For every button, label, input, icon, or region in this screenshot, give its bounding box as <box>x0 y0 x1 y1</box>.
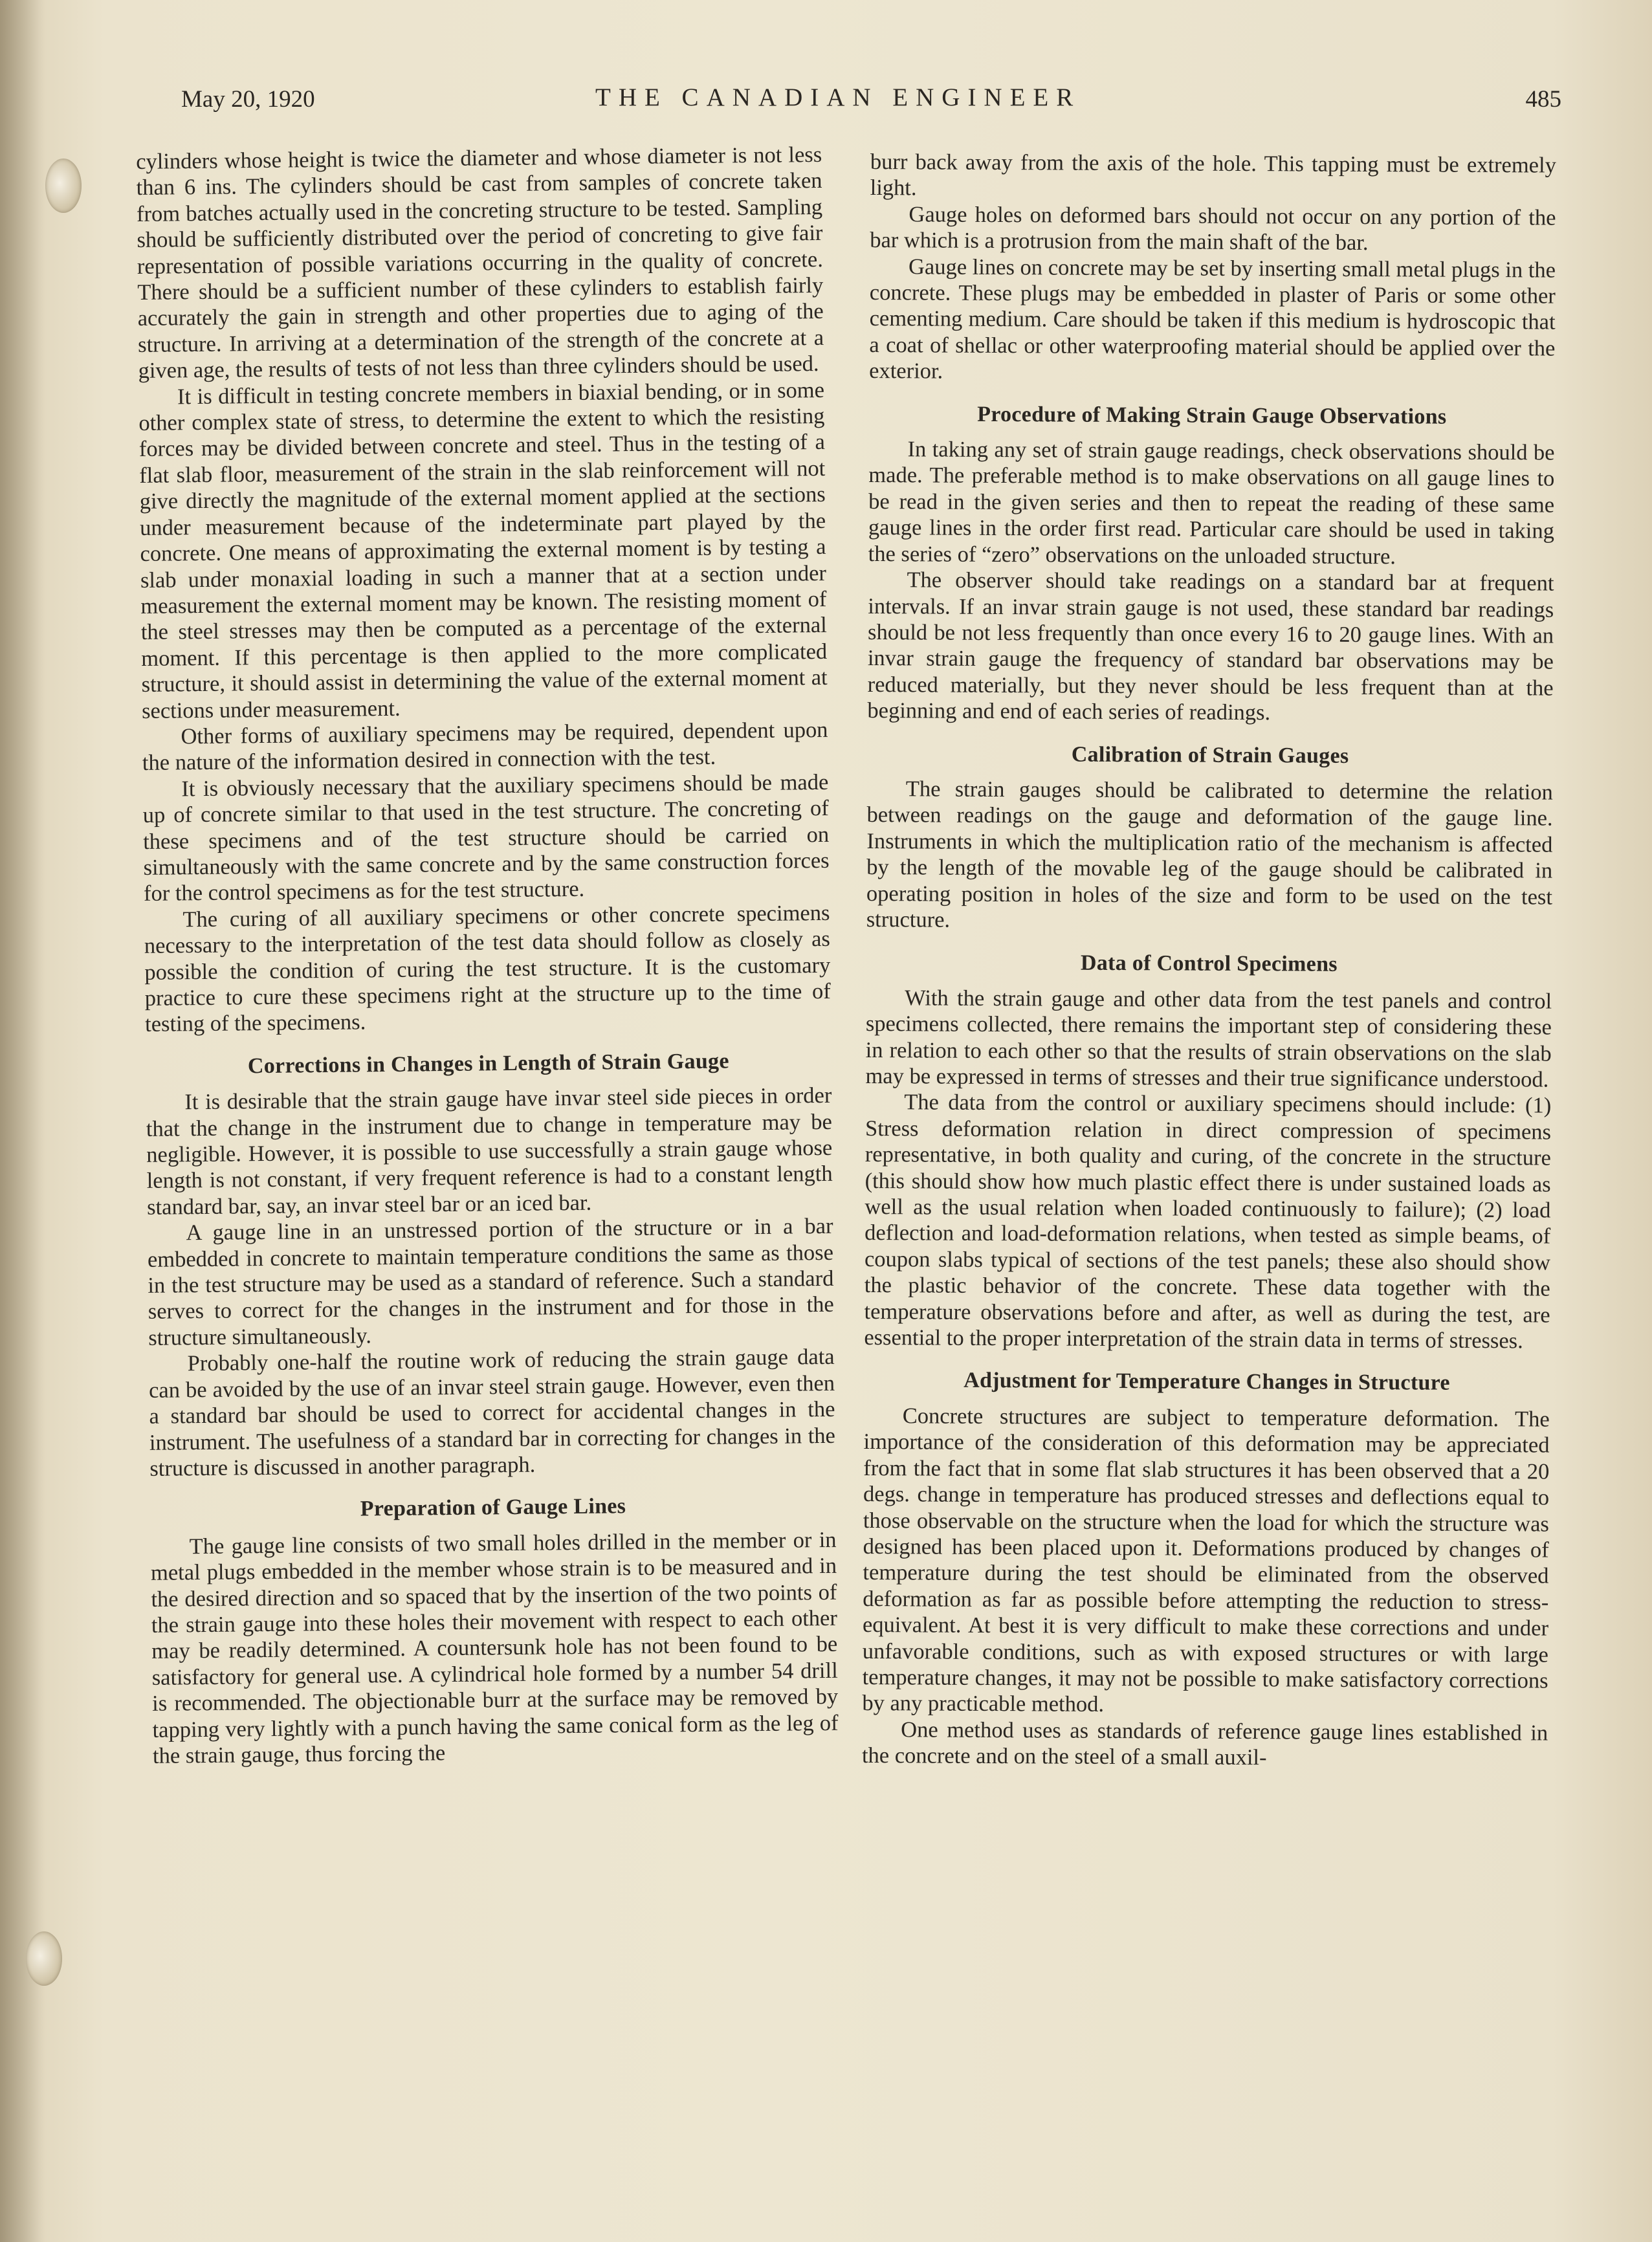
section-heading: Procedure of Making Strain Gauge Observations <box>977 402 1447 429</box>
paragraph: burr back away from the axis of the hole. This tapping must be extremely light. <box>870 149 1556 201</box>
paragraph: It is desirable that the strain gauge have invar steel side pieces in order that the change in the instrument due to change in temperature may be negligible. However, it is possible to use successfully a strain gauge whose length is not constant, if very frequent reference is had to a constant length standard bar, say, an invar steel bar or an iced bar. <box>146 1083 833 1220</box>
paragraph: Probably one-half the routine work of reducing the strain gauge data can be avoided by the use of an invar steel strain gauge. However, even then a standard bar should be used to correct for accidental changes in the instrument. The usefulness of a standard bar in correcting for changes in the structure is discussed in another paragraph. <box>148 1345 836 1481</box>
right-column <box>862 149 1556 1772</box>
paragraph: A gauge line in an unstressed portion of the structure or in a bar embedded in concrete to maintain temperature conditions the same as those in the test structure may be used as a standard of reference. Such a standard serves to correct for the changes in the instrument and for those in the structure simultaneously. <box>147 1214 834 1350</box>
left-column <box>136 142 839 1769</box>
paragraph: cylinders whose height is twice the diameter and whose diameter is not less than 6 ins. The cylinders should be cast from samples of concrete taken from batches actually used in the concreting structure to be tested. Sampling should be sufficiently distributed over the period of concreting to give fair representation of possible variations occurring in the quality of concrete. There should be a sufficient number of these cylinders to establish fairly accurately the gain in strength and other properties due to aging of the structure. In arriving at a determination of the strength of the concrete at a given age, the results of tests of not less than three cylinders should be used. <box>136 142 824 384</box>
paragraph: Concrete structures are subject to temperature deformation. The importance of the consideration of this deformation may be appreciated from the fact that in some flat slab structures it has been observed that a 20 degs. change in temperature has produced stresses and deflections equal to those observable on the structure when the load for which the structure was designed has been placed upon it. Deformations produced by changes of temperature during the test should be eliminated from the observed deformation as far as possible before attempting the reduction to stress-equivalent. At best it is very difficult to make these corrections and under unfavorable conditions, such as with exposed structures or with large temperature changes, it may not be possible to make satisfactory corrections by any practicable method. <box>862 1403 1550 1717</box>
paragraph: It is difficult in testing concrete members in biaxial bending, or in some other complex state of stress, to determine the extent to which the resisting forces may be divided between concrete and steel. Thus in the testing of a flat slab floor, measurement of the strain in the slab reinforcement will not give directly the magnitude of the external moment applied at the sections under measurement because of the indeterminate part played by the concrete. One means of approximating the external moment is by testing a slab under monaxial loading in such a manner that at a section under measurement the external moment may be known. The resisting moment of the steel stresses may then be computed as a percentage of the external moment. If this percentage is then applied to the more complicated structure, it should assist in determining the value of the external moment at sections under measurement. <box>138 377 828 723</box>
paragraph: One method uses as standards of reference gauge lines established in the concrete and on the steel of a small auxil- <box>861 1717 1548 1770</box>
section-heading: Calibration of Strain Gauges <box>1071 742 1349 768</box>
binding-shadow <box>0 0 45 2242</box>
paragraph: The observer should take readings on a standard bar at frequent intervals. If an invar strain gauge is not used, these standard bar readings should be not less frequently than once every 16 to 20 gauge lines. With an invar strain gauge the frequency of standard bar observations may be reduced materially, but they never should be less frequent than at the beginning and end of each series of readings. <box>867 567 1554 725</box>
section-heading: Adjustment for Temperature Changes in Structure <box>964 1368 1450 1396</box>
paragraph: Gauge lines on concrete may be set by inserting small metal plugs in the concrete. These plugs may be embedded in plaster of Paris or some other cementing medium. Care should be taken if this medium is hydroscopic that a coat of shellac or other waterproofing material should be applied over the exterior. <box>869 254 1556 384</box>
section-heading: Corrections in Changes in Length of Strain Gauge <box>247 1049 729 1079</box>
page-header <box>181 85 1561 124</box>
paragraph: It is obviously necessary that the auxiliary specimens should be made up of concrete similar to that used in the test structure. The concreting of these specimens and of the test structure should be carried on simultaneously with the same concrete and by the same construction forces for the control specimens as for the test structure. <box>142 769 830 907</box>
section-heading: Data of Control Specimens <box>1080 951 1338 977</box>
paragraph: The data from the control or auxiliary specimens should include: (1) Stress deformation relation in direct compression of specimens representative, in both quality and curing, of the concrete in the structure (this should show how much plastic effect there is under sustained loads as well as the usual relation when loaded continuously to failure); (2) load deflection and load-deformation relations, when tested as simple beams, of coupon slabs typical of sections of the test panels; these also should show the plastic behavior of the concrete. These data together with the temperature observations before and after, as well as during the test, are essential to the proper interpretation of the strain data in terms of stresses. <box>864 1090 1552 1354</box>
punch-hole-top <box>45 159 82 213</box>
journal-title: THE CANADIAN ENGINEER <box>595 83 1081 111</box>
paragraph: With the strain gauge and other data from the test panels and control specimens collected, there remains the important step of considering these in relation to each other so that the results of strain observations on the slab may be expressed in terms of stresses and their true significance understood. <box>865 985 1552 1092</box>
page-number: 485 <box>1525 86 1561 113</box>
section-heading: Preparation of Gauge Lines <box>360 1494 626 1521</box>
paragraph: The strain gauges should be calibrated to determine the relation between readings on the gauge and deformation of the gauge line. Instruments in which the multiplication ratio of the mechanism is affected by the length of the movable leg of the gauge should be calibrated in operating position in holes of the size and form to be used on the test structure. <box>866 776 1553 932</box>
paragraph: In taking any set of strain gauge readings, check observations should be made. The preferable method is to make observations on all gauge lines to be read in the given series and then to repeat the reading of these same gauge lines in the order first read. Particular care should be used in taking the series of “zero” observations on the unloaded structure. <box>868 437 1555 569</box>
paragraph: The gauge line consists of two small holes drilled in the member or in metal plugs embedded in the member whose strain is to be measured and in the desired direction and so spaced that by the insertion of the two points of the strain gauge into these holes their movement with respect to each other may be readily determined. A countersunk hole has not been found to be satisfactory for general use. A cylindrical hole formed by a number 54 drill is recommended. The objectionable burr at the surface may be removed by tapping very lightly with a punch having the same conical form as the leg of the strain gauge, thus forcing the <box>150 1527 839 1768</box>
paragraph: The curing of all auxiliary specimens or other concrete specimens necessary to the interpretation of the test data should follow as closely as possible the condition of curing the test structure. It is the customary practice to cure these specimens right at the structure up to the time of testing of the specimens. <box>144 900 831 1037</box>
paragraph: Other forms of auxiliary specimens may be required, dependent upon the nature of the information desired in connection with the test. <box>142 717 828 776</box>
issue-date: May 20, 1920 <box>181 86 315 113</box>
paragraph: Gauge holes on deformed bars should not occur on any portion of the bar which is a protrusion from the main shaft of the bar. <box>870 202 1556 256</box>
punch-hole-bottom <box>26 1931 62 1986</box>
